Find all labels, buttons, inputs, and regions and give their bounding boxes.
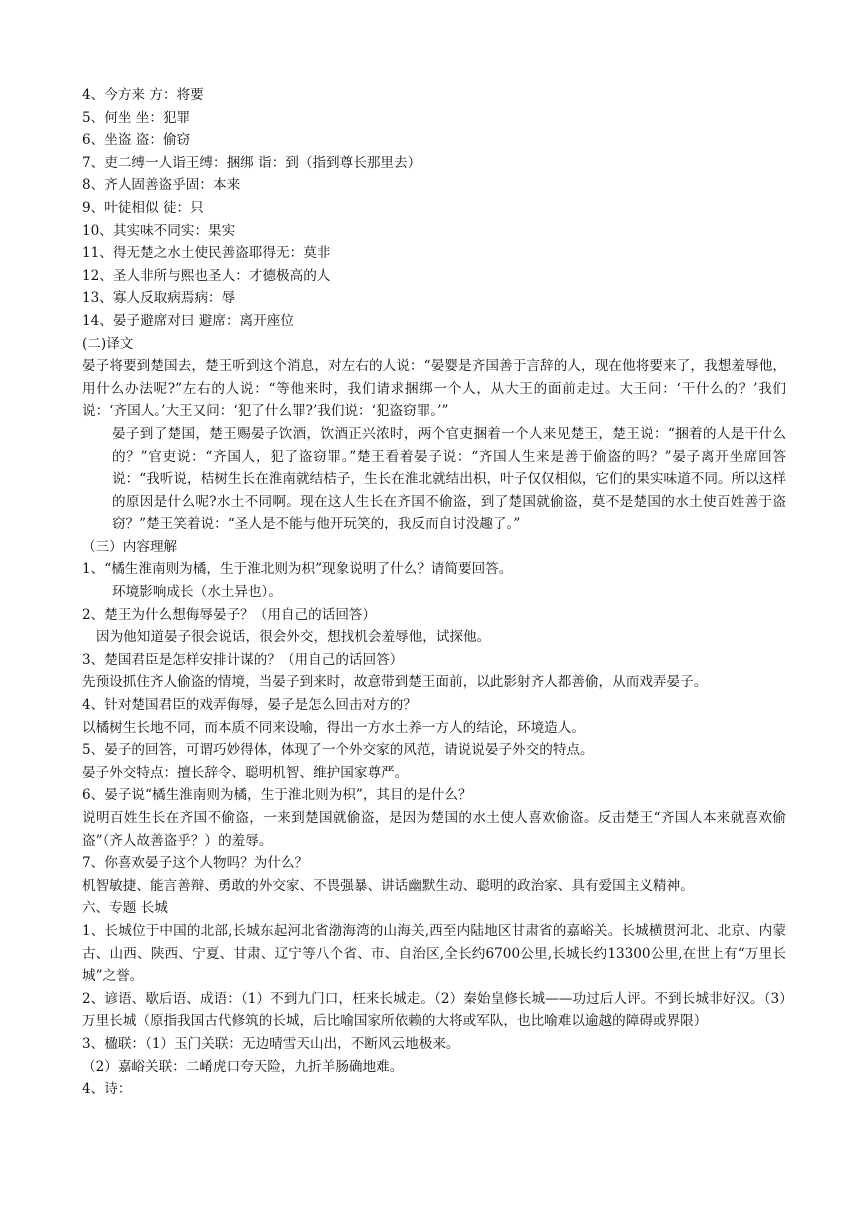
- translation-paragraph: 晏子将要到楚国去，楚王听到这个消息，对左右的人说：“晏婴是齐国善于言辞的人，现在他将要来了，我想羞辱他，用什么办法呢?”左右的人说：“等他来时，我们请求捆绑一个人，从大王的面前走过。大王问：‘干什么的？’我们说：‘齐国人。’大王又问：‘犯了什么罪?’我们说：‘犯盗窃罪。’”: [82, 358, 786, 420]
- vocab-list: [82, 84, 786, 333]
- answer: 说明百姓生长在齐国不偷盗，一来到楚国就偷盗，是因为楚国的水土使人喜欢偷盗。反击楚王“齐国人本来就喜欢偷盗”（齐人故善盗乎？）的羞辱。: [82, 810, 786, 849]
- answer: 机智敏捷、能言善辩、勇敢的外交家、不畏强暴、讲话幽默生动、聪明的政治家、具有爱国主义精神。: [82, 877, 694, 894]
- vocab-item: 4、今方来 方：将要: [82, 87, 204, 103]
- comprehension-heading: （三）内容理解: [82, 538, 178, 555]
- question: 6、晏子说“橘生淮南则为橘，生于淮北则为枳”，其目的是什么？: [82, 787, 472, 804]
- topic-heading: 六、专题 长城: [82, 900, 168, 917]
- topic-paragraph: （2）嘉峪关联：二崤虎口夸天险，九折羊肠确地难。: [82, 1058, 404, 1075]
- question: 5、晏子的回答，可谓巧妙得体，体现了一个外交家的风范，请说说晏子外交的特点。: [82, 742, 594, 759]
- answer: 晏子外交特点：擅长辞令、聪明机智、维护国家尊严。: [82, 764, 409, 781]
- vocab-item: 10、其实味不同实：果实: [82, 222, 236, 239]
- vocab-item: 11、得无楚之水土使民善盗耶得无：莫非: [82, 245, 331, 262]
- translation-heading: (二)译文: [82, 335, 134, 352]
- question: 7、你喜欢晏子这个人物吗？为什么？: [82, 855, 309, 872]
- question: 3、楚国君臣是怎样安排计谋的？（用自己的话回答）: [82, 651, 404, 668]
- vocab-item: 5、何坐 坐：犯罪: [82, 109, 191, 126]
- vocab-item: 7、吏二缚一人诣王缚：捆绑 诣：到（指到尊长那里去）: [82, 154, 422, 171]
- question: 2、楚王为什么想侮辱晏子？（用自己的话回答）: [82, 606, 377, 623]
- vocab-item: 12、圣人非所与熙也圣人：才德极高的人: [82, 267, 331, 284]
- vocab-item: 13、寡人反取病焉病：辱: [82, 290, 236, 307]
- vocab-item: 6、坐盗 盗：偷窃: [82, 132, 191, 149]
- question: 4、针对楚国君臣的戏弄侮辱，晏子是怎么回击对方的？: [82, 697, 417, 714]
- vocab-item: 14、晏子避席对曰 避席：离开座位: [82, 312, 294, 329]
- vocab-item: 8、齐人固善盗乎固：本来: [82, 177, 241, 194]
- answer: 以橘树生长地不同，而本质不同来设喻，得出一方水土养一方人的结论，环境造人。: [82, 719, 585, 736]
- topic-paragraph: 4、诗：: [82, 1081, 132, 1098]
- topic-paragraph: 1、长城位于中国的北部,长城东起河北省渤海湾的山海关,西至内陆地区甘肃省的嘉峪关。长城横贯河北、北京、内蒙古、山西、陕西、宁夏、甘肃、辽宁等八个省、市、自治区,全长约6700公里,长城长约13300公里,在世上有“万里长城”之誉。: [82, 922, 786, 985]
- answer: 先预设抓住齐人偷盗的情境，当晏子到来时，故意带到楚王面前，以此影射齐人都善偷，从而戏弄晏子。: [82, 674, 708, 691]
- translation-paragraph: 晏子到了楚国，楚王赐晏子饮酒，饮酒正兴浓时，两个官吏捆着一个人来见楚王，楚王说：“捆着的人是干什么的？”官吏说：“齐国人，犯了盗窃罪。”楚王看着晏子说：“齐国人生来是善于偷盗的吗？”晏子离开坐席回答说：“我听说，桔树生长在淮南就结桔子，生长在淮北就结出枳，叶子仅仅相似，它们的果实味道不同。所以这样的原因是什么呢?水土不同啊。现在这人生长在齐国不偷盗，到了楚国就偷盗，莫不是楚国的水土使百姓善于盗窃？”楚王笑着说：“圣人是不能与他开玩笑的，我反而自讨没趣了。”: [112, 425, 786, 533]
- topic-paragraph: 2、谚语、歇后语、成语：（1）不到九门口，枉来长城走。（2）秦始皇修长城——功过后人评。不到长城非好汉。（3）万里长城（原指我国古代修筑的长城，后比喻国家所依赖的大将或军队，也比喻难以逾越的障碍或界限）: [82, 990, 786, 1030]
- vocab-item: 9、叶徒相似 徒：只: [82, 199, 204, 216]
- topic-paragraph: 3、楹联：（1）玉门关联：无边晴雪天山出，不断风云地极来。: [82, 1035, 460, 1052]
- answer: 因为他知道晏子很会说话，很会外交，想找机会羞辱他，试探他。: [96, 629, 491, 646]
- answer: 环境影响成长（水土异也）。: [112, 584, 282, 601]
- question: 1、“橘生淮南则为橘，生于淮北则为枳”现象说明了什么？请简要回答。: [82, 561, 513, 578]
